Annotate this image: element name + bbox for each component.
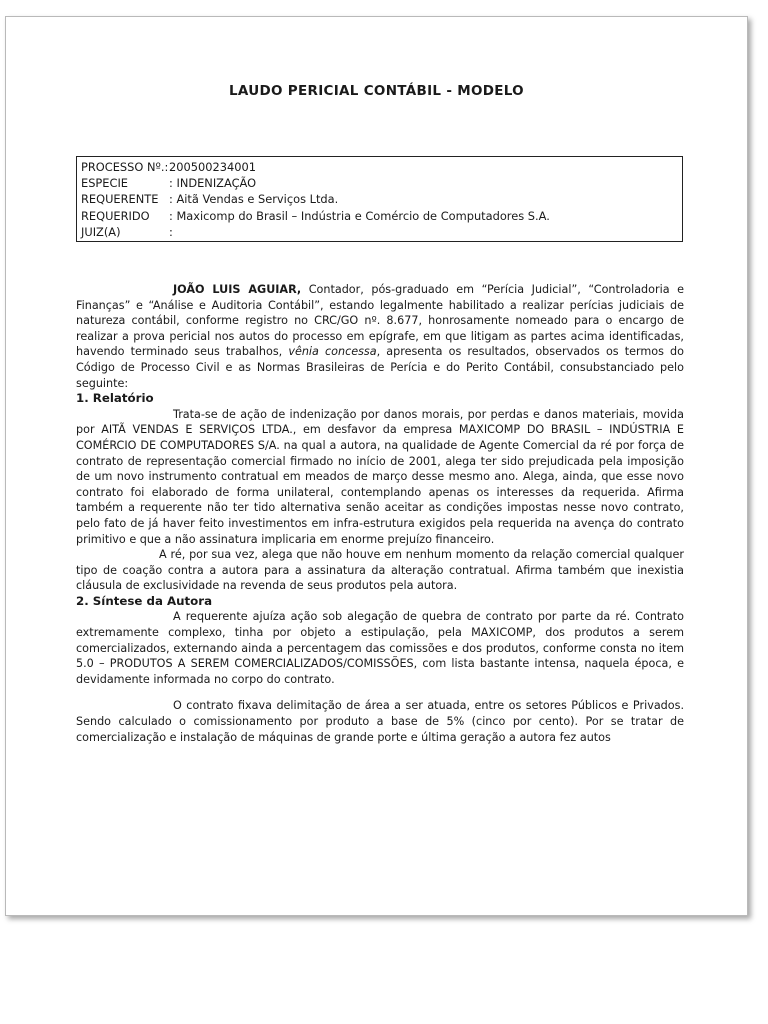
juiz-value: : (169, 224, 173, 239)
relatorio-paragraph-1: Trata-se de ação de indenização por danos morais, por perdas e danos materiais, movida por AITÃ VENDAS E SERVIÇOS LTDA., em desfavor da empresa MAXICOMP DO BRASIL – INDÚSTRIA E COMÉRCIO DE COMPUTADORES S/A. na qual a autora, na qualidade de Agente Comercial da ré por força de contrato de representação comercial firmado no início de 2001, alega ter sido prejudicada pela imposição de um novo instrumento contratual em meados de março desse mesmo ano. Alega, ainda, que esse novo contrato foi elaborado de forma unilateral, contemplando apenas os interesses da requerida. Afirma também a requerente não ter tido alternativa senão aceitar as condições impostas nesse novo contrato, pelo fato de já haver feito investimentos em infra-estrutura exigidos pela requerida na avença do contrato primitivo e que a não assinatura implicaria em enorme prejuízo financeiro. (76, 407, 684, 546)
process-row-requerido (81, 208, 678, 224)
sintese-paragraph-2: O contrato fixava delimitação de área a ser atuada, entre os setores Públicos e Privados. Sendo calculado o comissionamento por produto a base de 5% (cinco por cento). Por se tratar de comercialização e instalação de máquinas de grande porte e última geração a autora fez autos (76, 699, 684, 744)
process-row-juiz (81, 224, 678, 240)
requerido-label: REQUERIDO (81, 208, 150, 223)
section-heading-sintese: 2. Síntese da Autora (76, 593, 213, 608)
intro-paragraph (76, 282, 684, 391)
expert-name: JOÃO LUIS AGUIAR, (173, 283, 302, 296)
process-row-especie (81, 175, 678, 191)
intro-text-a: Contador, pós-graduado em “Perícia Judicial”, “Controladoria e Finanças” e “Análise e Auditoria Contábil”, estando legalmente habilitado a realizar perícias judiciais de natureza contábil, conforme registro no CRC/GO nº. 8.677, honrosamente nomeado para o encargo de realizar a prova pericial nos autos do processo em epígrafe, em que litigam as partes acima identificadas, havendo terminado seus trabalhos, (76, 283, 685, 359)
intro-text-b: , apresenta os resultados, observados os termos do Código de Processo Civil e as Normas Brasileiras de Perícia e do Perito Contábil, consubstanciado pelo seguinte: (76, 345, 685, 390)
document-body (76, 282, 684, 745)
relatorio-paragraph-2: A ré, por sua vez, alega que não houve em nenhum momento da relação comercial qualquer tipo de coação contra a autora para a assinatura da alteração contratual. Afirma também que inexistia cláusula de exclusividade na revenda de seus produtos pela autora. (76, 548, 684, 593)
juiz-label: JUIZ(A) (81, 224, 121, 239)
process-value: 200500234001 (169, 160, 256, 174)
process-info-box (76, 156, 683, 242)
process-label: PROCESSO Nº.: (81, 160, 169, 174)
section-heading-relatorio: 1. Relatório (76, 391, 154, 406)
requerente-value: : Aitã Vendas e Serviços Ltda. (169, 192, 339, 207)
especie-label: ESPECIE (81, 176, 129, 191)
sintese-paragraph-1: A requerente ajuíza ação sob alegação de quebra de contrato por parte da ré. Contrato extremamente complexo, tinha por objeto a estipulação, pela MAXICOMP, dos produtos a serem comercializados, externando ainda a percentagem das comissões e dos produtos, conforme consta no item 5.0 – PRODUTOS A SEREM COMERCIALIZADOS/COMISSÕES, com lista bastante intensa, naquela época, e devidamente informada no corpo do contrato. (76, 610, 684, 686)
document-page (5, 16, 748, 916)
requerido-value: : Maxicomp do Brasil – Indústria e Comércio de Computadores S.A. (169, 208, 550, 223)
process-row-requerente (81, 191, 678, 207)
process-row-number (81, 159, 678, 175)
requerente-label: REQUERENTE (81, 192, 159, 207)
intro-italic: vênia concessa (288, 345, 377, 359)
especie-value: : INDENIZAÇÃO (169, 176, 257, 191)
document-title: LAUDO PERICIAL CONTÁBIL - MODELO (229, 83, 524, 99)
